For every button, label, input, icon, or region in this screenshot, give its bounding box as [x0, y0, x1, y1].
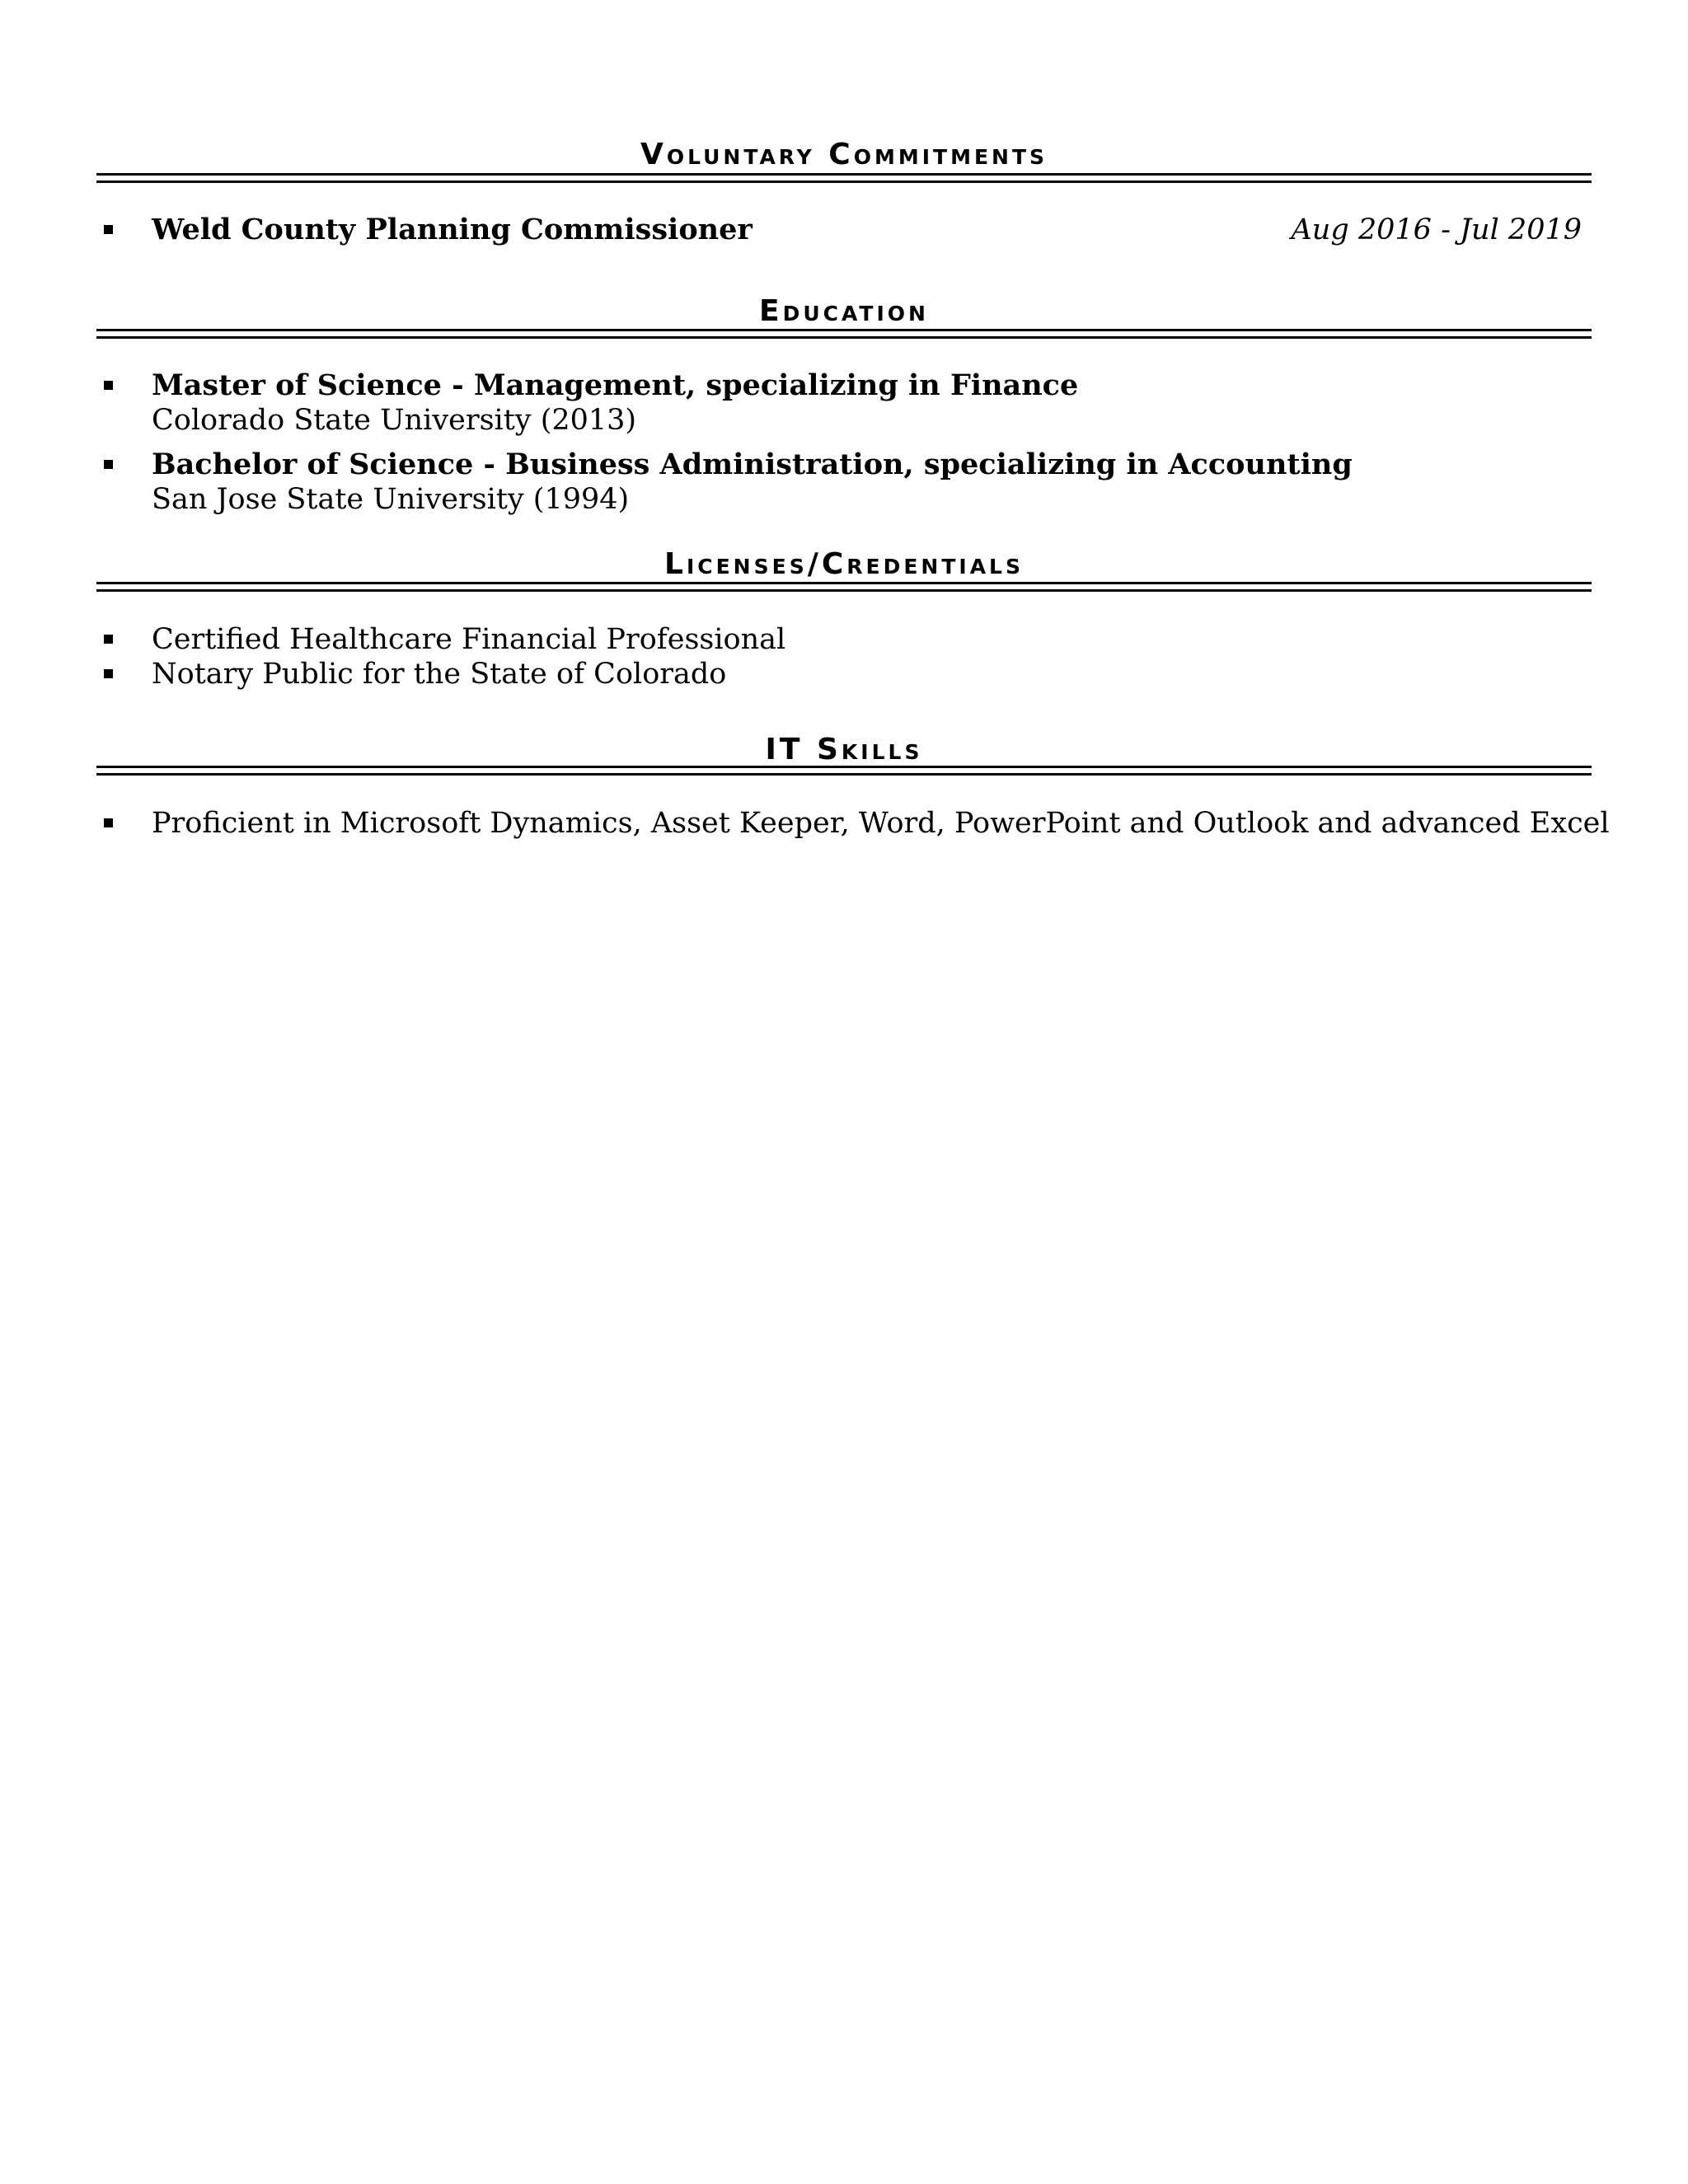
education-degree: Master of Science - Management, specializing in Finance: [152, 368, 1079, 402]
voluntary-item-date: Aug 2016 - Jul 2019: [1291, 213, 1582, 246]
education-heading: Education: [759, 294, 929, 328]
voluntary-commitments-rule: [96, 173, 1592, 183]
license-item: [96, 657, 1592, 691]
education-item: [96, 448, 1592, 517]
it-skill-item: [96, 806, 1610, 841]
education-degree: Bachelor of Science - Business Administration, specializing in Accounting: [152, 448, 1353, 481]
bullet-icon: [104, 225, 113, 234]
voluntary-item-title: Weld County Planning Commissioner: [152, 213, 753, 246]
education-school: San Jose State University (1994): [152, 483, 630, 516]
education-rule: [96, 329, 1592, 339]
it-skill-text: Proficient in Microsoft Dynamics, Asset Keeper, Word, PowerPoint and Outlook and advanced Excel: [152, 807, 1610, 840]
education-item: [96, 368, 1592, 438]
bullet-icon: [104, 635, 113, 644]
voluntary-item: [96, 213, 1592, 247]
bullet-icon: [104, 381, 113, 390]
bullet-icon: [104, 460, 113, 469]
voluntary-commitments-heading: Voluntary Commitments: [640, 138, 1048, 171]
bullet-icon: [104, 818, 113, 827]
bullet-icon: [104, 669, 113, 678]
education-school: Colorado State University (2013): [152, 404, 637, 437]
license-text: Notary Public for the State of Colorado: [152, 658, 727, 691]
licenses-credentials-rule: [96, 582, 1592, 592]
licenses-credentials-heading: Licenses/Credentials: [664, 547, 1024, 581]
it-skills-rule: [96, 766, 1592, 776]
license-item: [96, 622, 1592, 657]
it-skills-heading: IT Skills: [765, 733, 923, 766]
license-text: Certified Healthcare Financial Professional: [152, 623, 786, 656]
